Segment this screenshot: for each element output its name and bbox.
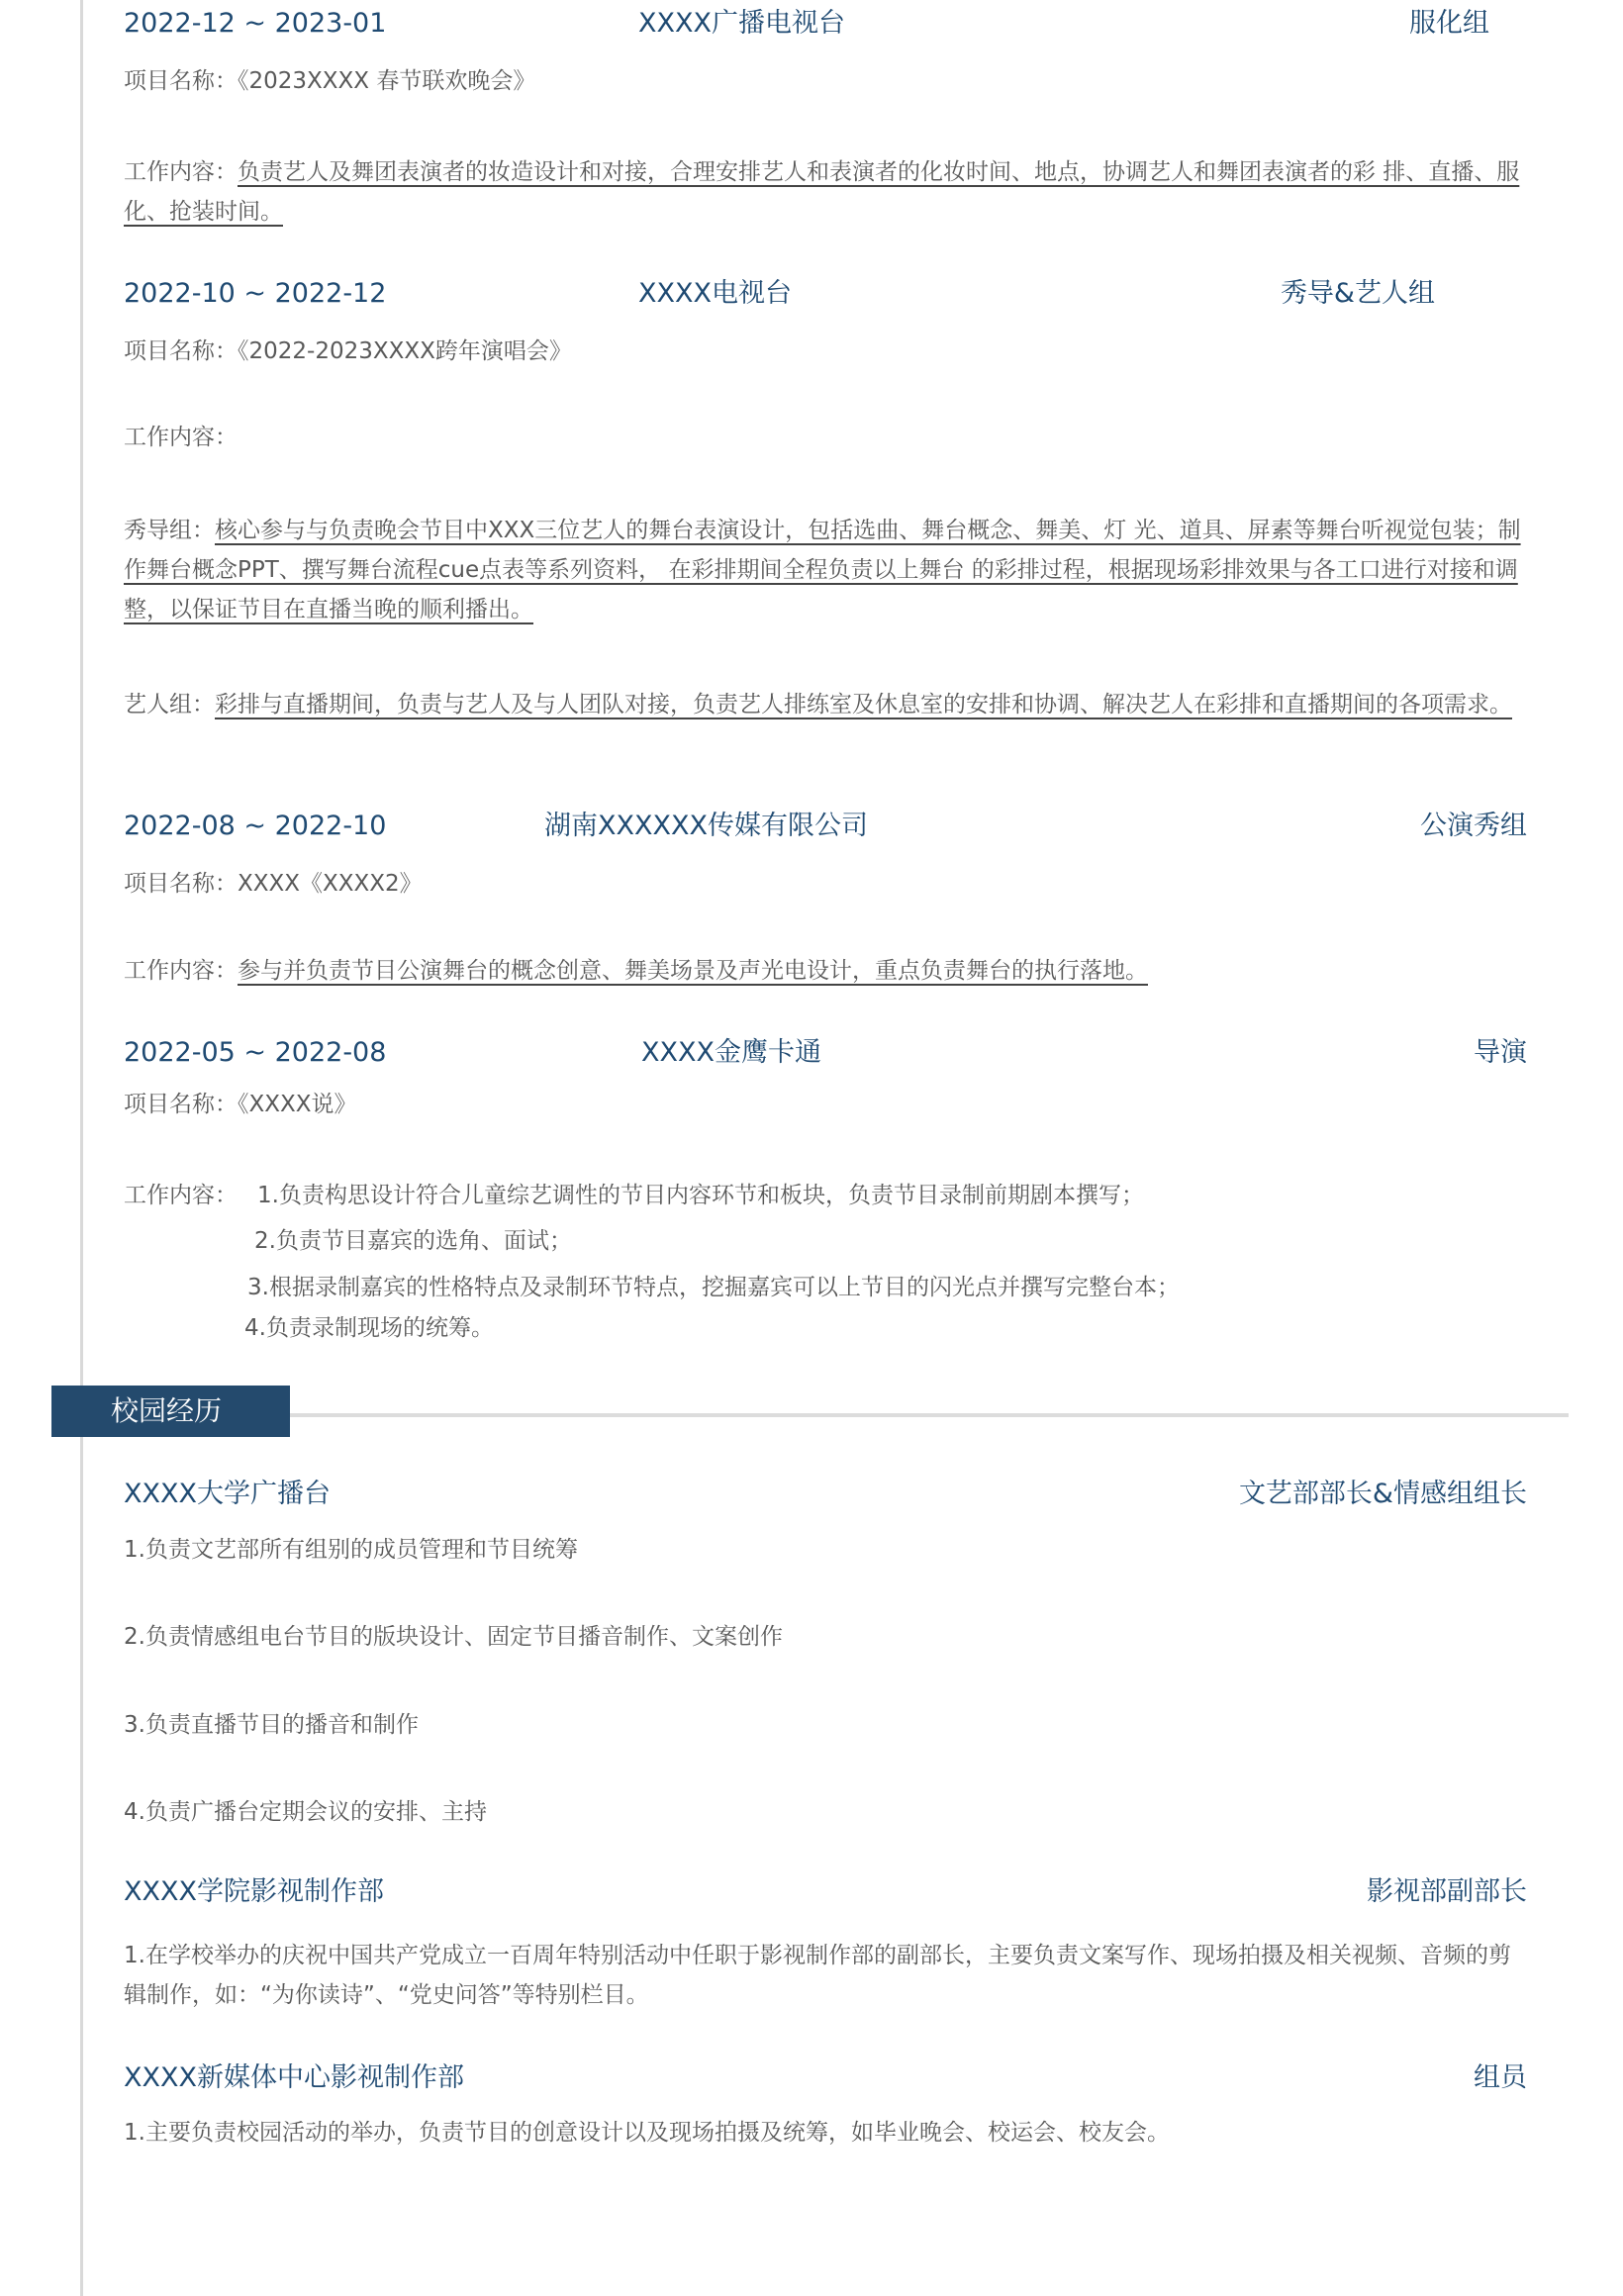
work-period: 2022-08 ~ 2022-10 — [124, 811, 387, 841]
campus-item: 4.负责广播台定期会议的安排、主持 — [124, 1799, 487, 1825]
work-company: XXXX电视台 — [638, 278, 792, 309]
content-label: 工作内容： — [124, 958, 238, 984]
content-item: 2.负责节目嘉宾的选角、面试； — [254, 1228, 572, 1254]
work-content — [124, 152, 1529, 232]
group-text: 彩排与直播期间，负责与艺人及与人团队对接，负责艺人排练室及休息室的安排和协调、解决艺人在彩排和直播期间的各项需求。 — [215, 692, 1512, 718]
project-value: 《XXXX说》 — [238, 1092, 357, 1117]
work-role: 服化组 — [1409, 8, 1489, 39]
section-title: 校园经历 — [111, 1394, 223, 1427]
campus-item: 1.主要负责校园活动的举办，负责节目的创意设计以及现场拍摄及统筹，如毕业晚会、校运会、校友会。 — [124, 2120, 1170, 2146]
campus-item: 3.负责直播节目的播音和制作 — [124, 1712, 419, 1738]
group-label: 艺人组： — [124, 692, 215, 718]
project-label: 项目名称： — [124, 68, 238, 94]
content-text: 负责艺人及舞团表演者的妆造设计和对接，合理安排艺人和表演者的化妆时间、地点，协调艺人和舞团表演者的彩 排、直播、服化、抢装时间。 — [124, 159, 1520, 225]
campus-org: XXXX新媒体中心影视制作部 — [124, 2062, 464, 2093]
work-period: 2022-05 ~ 2022-08 — [124, 1037, 387, 1068]
work-company: XXXX金鹰卡通 — [641, 1037, 821, 1068]
campus-org: XXXX学院影视制作部 — [124, 1876, 384, 1907]
work-content — [124, 951, 1529, 991]
content-label: 工作内容： — [124, 425, 238, 450]
group-label: 秀导组： — [124, 518, 215, 543]
work-period: 2022-10 ~ 2022-12 — [124, 278, 387, 309]
work-company: XXXX广播电视台 — [638, 8, 845, 39]
campus-role: 影视部副部长 — [1367, 1876, 1527, 1907]
work-company: 湖南XXXXXX传媒有限公司 — [544, 811, 868, 841]
content-item: 3.根据录制嘉宾的性格特点及录制环节特点，挖掘嘉宾可以上节目的闪光点并撰写完整台本； — [247, 1275, 1180, 1300]
campus-item: 2.负责情感组电台节目的版块设计、固定节目播音制作、文案创作 — [124, 1624, 783, 1650]
group-artist — [124, 685, 1529, 724]
campus-org: XXXX大学广播台 — [124, 1479, 331, 1509]
work-role: 导演 — [1474, 1037, 1527, 1068]
work-period: 2022-12 ~ 2023-01 — [124, 8, 387, 39]
section-divider — [290, 1413, 1569, 1417]
content-item: 1.负责构思设计符合儿童综艺调性的节目内容环节和板块，负责节目录制前期剧本撰写； — [257, 1183, 1144, 1208]
project-value: 《2023XXXX 春节联欢晚会》 — [238, 68, 536, 94]
project-label: 项目名称： — [124, 338, 238, 364]
timeline-rule — [80, 0, 83, 2296]
section-header-campus — [51, 1386, 290, 1437]
group-text: 核心参与与负责晚会节目中XXX三位艺人的舞台表演设计，包括选曲、舞台概念、舞美、灯 光、道具、屏素等舞台听视觉包装；制作舞台概念PPT、撰写舞台流程cue点表等系列资料， 在彩排期间全程负责以上舞台 的彩排过程，根据现场彩排效果与各工口进行对接和调整，以保证节目在直播当晚的顺利播出。 — [124, 518, 1521, 622]
campus-role: 组员 — [1474, 2062, 1527, 2093]
work-role: 公演秀组 — [1420, 811, 1527, 841]
project-name — [124, 334, 572, 369]
project-value: XXXX《XXXX2》 — [238, 871, 423, 897]
content-text: 参与并负责节目公演舞台的概念创意、舞美场景及声光电设计，重点负责舞台的执行落地。 — [238, 958, 1148, 984]
project-label: 项目名称： — [124, 1092, 238, 1117]
project-label: 项目名称： — [124, 871, 238, 897]
project-name — [124, 866, 423, 902]
content-item: 4.负责录制现场的统筹。 — [244, 1315, 494, 1341]
project-name — [124, 1087, 357, 1122]
project-value: 《2022-2023XXXX跨年演唱会》 — [238, 338, 572, 364]
project-name — [124, 63, 535, 99]
work-role: 秀导&艺人组 — [1280, 278, 1435, 309]
content-label: 工作内容： — [124, 159, 238, 185]
campus-item: 1.在学校举办的庆祝中国共产党成立一百周年特别活动中任职于影视制作部的副部长，主要负责文案写作、现场拍摄及相关视频、音频的剪辑制作，如：“为你读诗”、“党史问答”等特别栏目。 — [124, 1943, 1511, 2008]
group-showdirector — [124, 511, 1529, 629]
campus-role: 文艺部部长&情感组组长 — [1238, 1479, 1527, 1509]
content-label: 工作内容： — [124, 1183, 238, 1208]
campus-item: 1.负责文艺部所有组别的成员管理和节目统筹 — [124, 1537, 578, 1563]
